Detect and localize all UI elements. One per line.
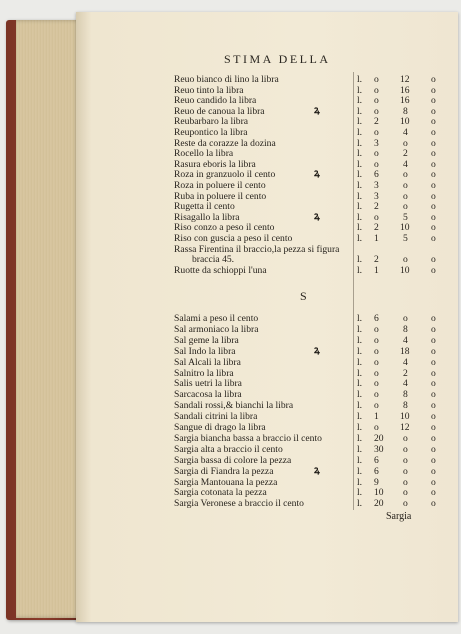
unit-label: l.: [357, 465, 363, 477]
ledger-row: [174, 222, 436, 234]
item-name: Salis uetri la libra: [174, 378, 242, 390]
item-name: Sandali rossi,& bianchi la libra: [174, 400, 294, 412]
value-denari: o: [431, 465, 436, 477]
item-name: Rocello la libra: [174, 148, 234, 160]
unit-label: l.: [357, 367, 363, 379]
value-denari: o: [431, 148, 436, 160]
value-lire: o: [374, 84, 379, 96]
value-lire: o: [374, 74, 379, 85]
unit-label: l.: [357, 116, 363, 128]
ledger-row: [174, 95, 436, 107]
value-lire: o: [374, 211, 379, 223]
unit-label: l.: [357, 233, 363, 244]
item-name: Sargia alta a braccio il cento: [174, 443, 283, 455]
ledger-row: [174, 168, 436, 181]
item-name: Sandali citrini la libra: [174, 411, 258, 423]
value-lire: 6: [374, 465, 379, 477]
value-lire: 6: [374, 313, 379, 324]
ledger-row: [174, 104, 436, 117]
unit-label: l.: [357, 74, 363, 85]
value-denari: o: [431, 411, 436, 423]
item-name: Riso conzo a peso il cento: [174, 222, 275, 234]
value-lire: 1: [374, 411, 379, 423]
unit-label: l.: [357, 201, 363, 213]
value-denari: o: [431, 422, 436, 433]
value-denari: o: [431, 116, 436, 128]
value-lire: 2: [374, 222, 379, 234]
ledger-row: [174, 137, 436, 149]
value-soldi: o: [403, 443, 408, 455]
value-denari: o: [431, 264, 436, 276]
value-lire: o: [374, 345, 379, 357]
printer-mark: ꝝ: [314, 344, 320, 356]
value-soldi: o: [403, 190, 408, 202]
value-denari: o: [431, 400, 436, 412]
value-soldi: 8: [403, 323, 408, 335]
value-lire: 1: [374, 264, 379, 276]
value-soldi: o: [403, 180, 408, 191]
item-name: Reuo de canoua la libra: [174, 105, 265, 117]
ledger-row: [174, 233, 436, 244]
unit-label: l.: [357, 158, 363, 170]
value-soldi: 10: [400, 411, 410, 423]
unit-label: l.: [357, 105, 363, 117]
unit-label: l.: [357, 454, 363, 466]
item-name: Sargia bassa di colore la pezza: [174, 454, 292, 466]
value-soldi: 16: [400, 95, 410, 107]
printer-mark: ꝝ: [314, 464, 320, 476]
unit-label: l.: [357, 345, 363, 357]
value-soldi: 4: [403, 158, 408, 170]
item-name: Risagallo la libra: [174, 211, 240, 223]
ledger-row: [174, 400, 436, 412]
unit-label: l.: [357, 432, 363, 444]
ledger-row: [174, 74, 436, 85]
value-soldi: 12: [400, 74, 410, 85]
value-denari: o: [431, 323, 436, 335]
item-name: Sangue di drago la libra: [174, 422, 266, 433]
value-soldi: 2: [403, 148, 408, 160]
value-lire: o: [374, 367, 379, 379]
ledger-row: [174, 464, 436, 477]
value-soldi: 5: [403, 211, 408, 223]
item-name: Salami a peso il cento: [174, 313, 259, 324]
item-name: Riso con guscia a peso il cento: [174, 233, 293, 244]
value-denari: o: [431, 74, 436, 85]
value-denari: o: [431, 190, 436, 202]
unit-label: l.: [357, 498, 363, 510]
value-lire: 20: [374, 432, 384, 444]
item-name: Roza in granzuolo il cento: [174, 169, 276, 181]
value-soldi: 10: [400, 264, 410, 276]
value-denari: o: [431, 432, 436, 444]
unit-label: l.: [357, 411, 363, 423]
ledger-row: [174, 201, 436, 213]
item-name: Ruba in poluere il cento: [174, 190, 267, 202]
value-lire: 6: [374, 169, 379, 181]
ledger-row: [174, 422, 436, 433]
value-lire: 30: [374, 443, 384, 455]
value-denari: o: [431, 169, 436, 181]
value-soldi: o: [403, 476, 408, 488]
ledger-row: [174, 127, 436, 138]
value-lire: 3: [374, 137, 379, 149]
item-name: Roza in poluere il cento: [174, 180, 266, 191]
value-denari: o: [431, 211, 436, 223]
value-denari: o: [431, 454, 436, 466]
item-name: Sarcacosa la libra: [174, 389, 242, 401]
unit-label: l.: [357, 313, 363, 324]
item-name: Sal Alcali la libra: [174, 356, 241, 368]
item-name: Reuo tinto la libra: [174, 84, 244, 96]
item-name: Reuo bianco di lino la libra: [174, 74, 279, 85]
ledger-row: [174, 498, 436, 510]
ledger-row: [174, 367, 436, 379]
value-soldi: 8: [403, 400, 408, 412]
ledger-row: [174, 432, 436, 444]
printer-mark: ꝝ: [314, 210, 320, 222]
ledger-row: [174, 148, 436, 160]
value-lire: o: [374, 148, 379, 160]
value-soldi: 12: [400, 422, 410, 433]
printer-mark: ꝝ: [314, 104, 320, 116]
ledger-row: [174, 411, 436, 423]
page-edges: [16, 20, 82, 618]
value-soldi: o: [403, 254, 408, 266]
item-name: Reubarbaro la libra: [174, 116, 249, 128]
value-lire: 9: [374, 476, 379, 488]
item-name: Sal armoniaco la libra: [174, 323, 259, 335]
item-name: Sargia di Fiandra la pezza: [174, 465, 274, 477]
value-denari: o: [431, 313, 436, 324]
value-denari: o: [431, 476, 436, 488]
value-lire: o: [374, 400, 379, 412]
unit-label: l.: [357, 190, 363, 202]
unit-label: l.: [357, 334, 363, 346]
value-soldi: 4: [403, 356, 408, 368]
value-denari: o: [431, 367, 436, 379]
item-name: Sargia Veronese a braccio il cento: [174, 498, 304, 510]
value-lire: o: [374, 158, 379, 170]
value-lire: 1: [374, 233, 379, 244]
value-soldi: o: [403, 454, 408, 466]
unit-label: l.: [357, 356, 363, 368]
value-lire: 3: [374, 190, 379, 202]
value-lire: 2: [374, 201, 379, 213]
ledger-row: [174, 190, 436, 202]
value-denari: o: [431, 356, 436, 368]
item-name: Sargia cotonata la pezza: [174, 487, 267, 499]
value-denari: o: [431, 254, 436, 266]
value-soldi: 4: [403, 378, 408, 390]
value-lire: 2: [374, 254, 379, 266]
value-lire: o: [374, 334, 379, 346]
unit-label: l.: [357, 264, 363, 276]
value-soldi: o: [403, 169, 408, 181]
unit-label: l.: [357, 476, 363, 488]
ledger-row: [174, 116, 436, 128]
value-soldi: o: [403, 465, 408, 477]
value-lire: o: [374, 422, 379, 433]
item-name: braccia 45.: [192, 254, 235, 266]
value-denari: o: [431, 222, 436, 234]
unit-label: l.: [357, 211, 363, 223]
unit-label: l.: [357, 137, 363, 149]
value-denari: o: [431, 137, 436, 149]
item-name: Rassa Firentina il braccio,la pezza si figura: [174, 243, 340, 255]
item-name: Ruotte da schioppi l'una: [174, 264, 267, 276]
value-denari: o: [431, 233, 436, 244]
unit-label: l.: [357, 95, 363, 107]
value-soldi: 8: [403, 389, 408, 401]
catchword: Sargia: [386, 511, 412, 522]
value-soldi: o: [403, 137, 408, 149]
item-name: Sargia Mantouana la pezza: [174, 476, 278, 488]
ledger-row: [174, 378, 436, 390]
value-soldi: 18: [400, 345, 410, 357]
ledger-row: [174, 323, 436, 335]
value-lire: o: [374, 378, 379, 390]
value-soldi: 8: [403, 105, 408, 117]
ledger-row: [174, 487, 436, 499]
unit-label: l.: [357, 389, 363, 401]
value-lire: 6: [374, 454, 379, 466]
ledger-row: [174, 389, 436, 401]
item-name: Reste da corazze la dozina: [174, 137, 276, 149]
item-name: Sargia biancha bassa a braccio il cento: [174, 432, 322, 444]
value-lire: o: [374, 389, 379, 401]
unit-label: l.: [357, 323, 363, 335]
ledger-row: [174, 476, 436, 488]
ledger-row: [174, 244, 339, 255]
unit-label: l.: [357, 422, 363, 433]
value-lire: o: [374, 323, 379, 335]
unit-label: l.: [357, 254, 363, 266]
value-lire: 3: [374, 180, 379, 191]
value-denari: o: [431, 498, 436, 510]
item-name: Salnitro la libra: [174, 367, 234, 379]
value-soldi: 10: [400, 116, 410, 128]
value-denari: o: [431, 487, 436, 499]
unit-label: l.: [357, 487, 363, 499]
ledger-row: [174, 264, 436, 276]
value-lire: o: [374, 356, 379, 368]
value-denari: o: [431, 334, 436, 346]
value-denari: o: [431, 201, 436, 213]
value-soldi: 5: [403, 233, 408, 244]
unit-label: l.: [357, 169, 363, 181]
ledger-row: [174, 344, 436, 357]
value-lire: 2: [374, 116, 379, 128]
value-soldi: 4: [403, 334, 408, 346]
item-name: Reuo candido la libra: [174, 95, 257, 107]
section-letter: S: [300, 289, 308, 303]
value-soldi: o: [403, 432, 408, 444]
value-denari: o: [431, 105, 436, 117]
ledger-row: [192, 254, 436, 266]
ledger-row: [174, 158, 436, 170]
value-soldi: o: [403, 201, 408, 213]
ledger-row: [174, 313, 436, 324]
ledger-row: [174, 334, 436, 346]
value-lire: o: [374, 95, 379, 107]
value-soldi: 2: [403, 367, 408, 379]
value-denari: o: [431, 95, 436, 107]
value-lire: 20: [374, 498, 384, 510]
value-lire: o: [374, 127, 379, 138]
ledger-row: [174, 356, 436, 368]
unit-label: l.: [357, 400, 363, 412]
ledger-row: [174, 443, 436, 455]
value-soldi: 16: [400, 84, 410, 96]
item-name: Sal Indo la libra: [174, 345, 236, 357]
item-name: Rugetta il cento: [174, 201, 235, 213]
value-denari: o: [431, 127, 436, 138]
unit-label: l.: [357, 443, 363, 455]
item-name: Sal geme la libra: [174, 334, 239, 346]
value-soldi: 10: [400, 222, 410, 234]
value-denari: o: [431, 84, 436, 96]
running-head: STIMA DELLA: [224, 52, 331, 66]
ledger-row: [174, 84, 436, 96]
ledger-row: [174, 454, 436, 466]
value-denari: o: [431, 180, 436, 191]
ledger-row: [174, 180, 436, 191]
value-lire: o: [374, 105, 379, 117]
value-denari: o: [431, 443, 436, 455]
value-denari: o: [431, 378, 436, 390]
item-name: Reupontico la libra: [174, 127, 248, 138]
value-denari: o: [431, 389, 436, 401]
item-name: Rasura eboris la libra: [174, 158, 256, 170]
unit-label: l.: [357, 378, 363, 390]
value-denari: o: [431, 158, 436, 170]
unit-label: l.: [357, 180, 363, 191]
printer-mark: ꝝ: [314, 168, 320, 180]
value-lire: 10: [374, 487, 384, 499]
column-rule: [353, 72, 354, 510]
value-soldi: 4: [403, 127, 408, 138]
value-soldi: o: [403, 487, 408, 499]
value-soldi: o: [403, 498, 408, 510]
unit-label: l.: [357, 84, 363, 96]
value-denari: o: [431, 345, 436, 357]
unit-label: l.: [357, 222, 363, 234]
value-soldi: o: [403, 313, 408, 324]
unit-label: l.: [357, 127, 363, 138]
unit-label: l.: [357, 148, 363, 160]
ledger-row: [174, 210, 436, 223]
